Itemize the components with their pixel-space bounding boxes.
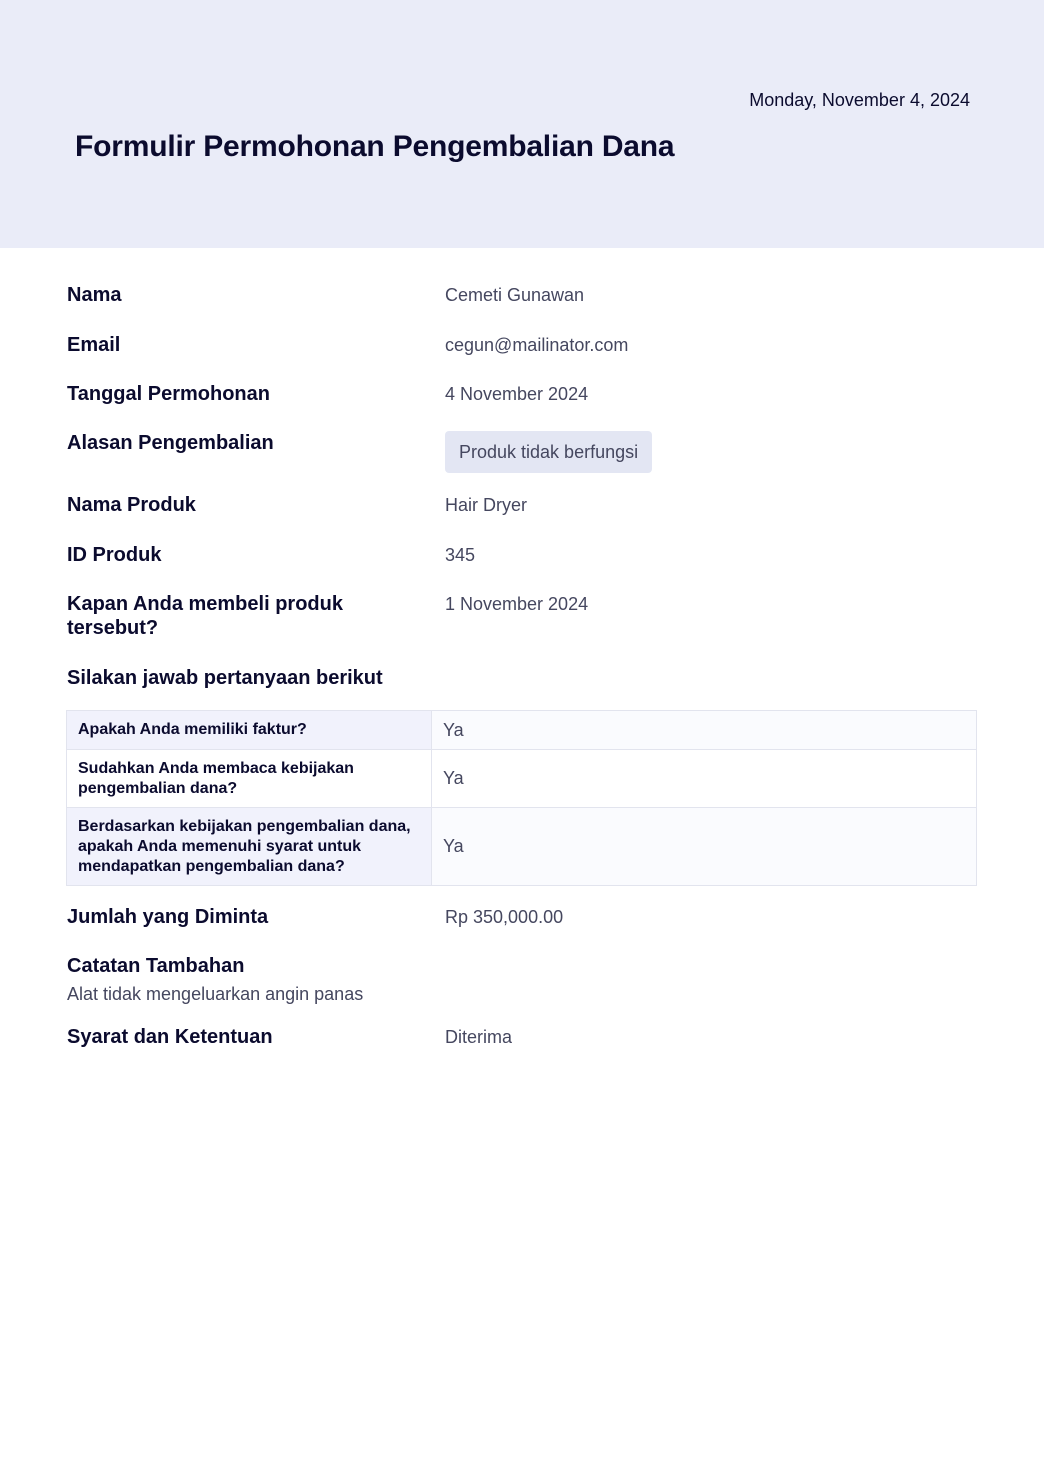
question-cell: Apakah Anda memiliki faktur? [67, 711, 432, 750]
field-tanggal-pembelian [67, 592, 588, 640]
field-value: 1 November 2024 [445, 594, 589, 614]
reason-badge: Produk tidak berfungsi [445, 431, 652, 473]
field-tanggal-permohonan [67, 382, 588, 406]
questions-table [66, 710, 977, 886]
field-label: Email [67, 334, 121, 356]
field-label: Jumlah yang Diminta [67, 906, 269, 928]
page-title: Formulir Permohonan Pengembalian Dana [75, 130, 675, 163]
field-value: 345 [445, 545, 476, 565]
field-label: Nama [67, 284, 122, 306]
notes-section [67, 954, 363, 1006]
field-value: 4 November 2024 [445, 384, 589, 404]
field-value: Rp 350,000.00 [445, 907, 564, 927]
field-label: ID Produk [67, 544, 162, 566]
field-id-produk [67, 543, 475, 567]
notes-label: Catatan Tambahan [67, 955, 245, 977]
questions-heading: Silakan jawab pertanyaan berikut [67, 667, 383, 689]
field-value: Diterima [445, 1027, 513, 1047]
question-cell: Berdasarkan kebijakan pengembalian dana, apakah Anda memenuhi syarat untuk mendapatkan pengembalian dana? [67, 808, 432, 886]
field-value: cegun@mailinator.com [445, 335, 629, 355]
field-label: Kapan Anda membeli produk tersebut? [67, 593, 343, 639]
field-label: Nama Produk [67, 494, 196, 516]
field-label: Syarat dan Ketentuan [67, 1026, 273, 1048]
page-header [0, 0, 1044, 248]
field-label: Tanggal Permohonan [67, 383, 270, 405]
answer-cell: Ya [432, 750, 977, 808]
header-date: Monday, November 4, 2024 [749, 90, 970, 110]
notes-value: Alat tidak mengeluarkan angin panas [67, 984, 364, 1004]
table-row [67, 808, 977, 886]
field-syarat [67, 1025, 512, 1049]
field-value: Cemeti Gunawan [445, 285, 585, 305]
table-row [67, 711, 977, 750]
field-alasan-pengembalian [67, 431, 652, 473]
table-row [67, 750, 977, 808]
field-nama [67, 283, 584, 307]
field-jumlah [67, 905, 563, 929]
answer-cell: Ya [432, 808, 977, 886]
field-email [67, 333, 628, 357]
answer-cell: Ya [432, 711, 977, 750]
question-cell: Sudahkan Anda membaca kebijakan pengembalian dana? [67, 750, 432, 808]
field-label: Alasan Pengembalian [67, 432, 274, 454]
field-nama-produk [67, 493, 527, 517]
field-value: Hair Dryer [445, 495, 528, 515]
